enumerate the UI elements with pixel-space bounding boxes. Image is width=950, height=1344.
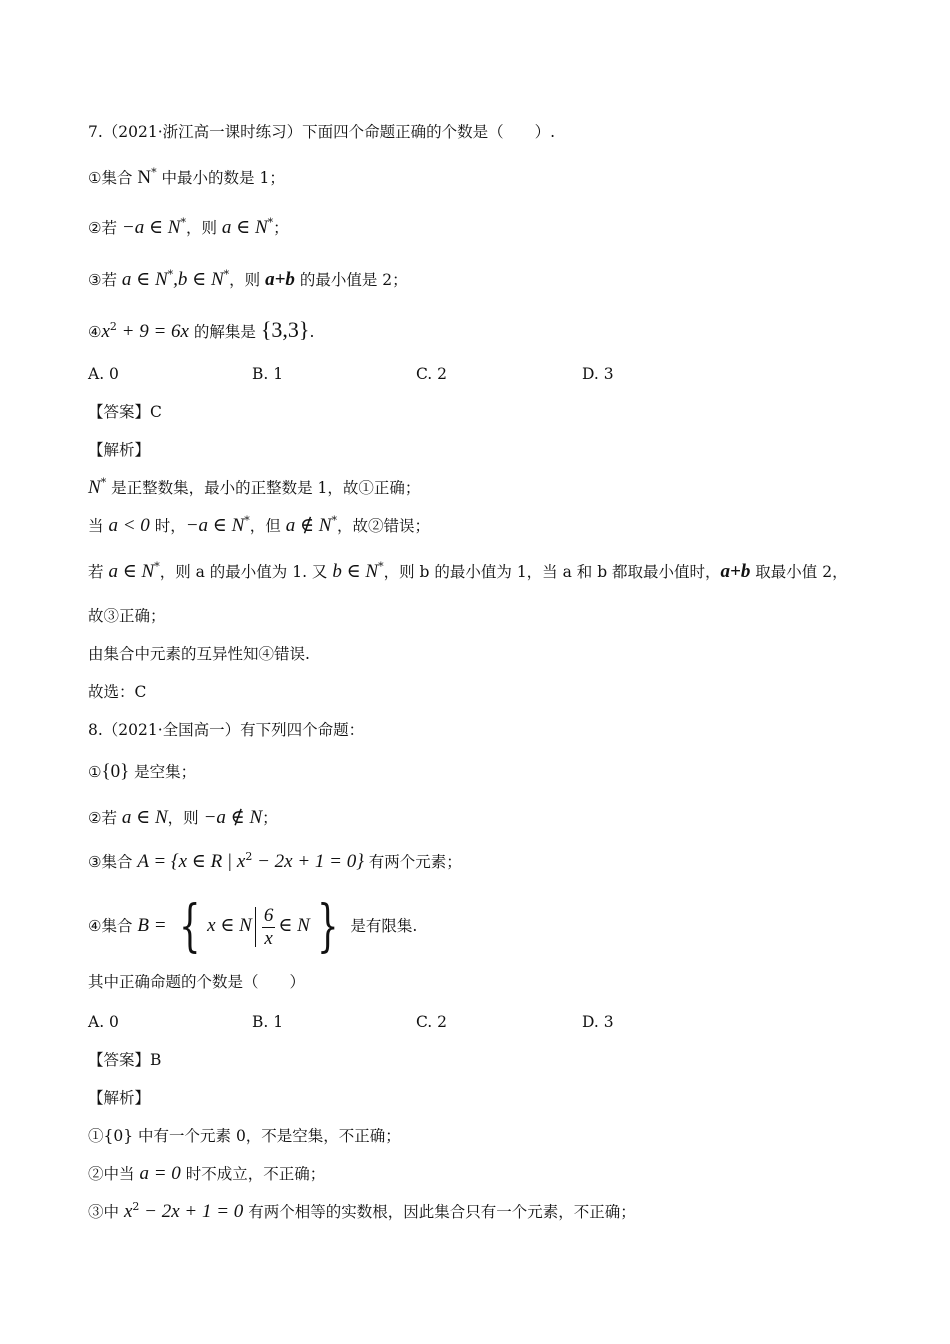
q8-stem: 8.（2021·全国高一）有下列四个命题： — [88, 721, 365, 739]
q7-option-b: B. 1 — [252, 365, 284, 383]
q8-statement-1: ①{0} 是空集； — [88, 761, 197, 782]
q8-analysis-2: ②中当 a = 0 时不成立，不正确； — [88, 1163, 326, 1184]
q8-option-d: D. 3 — [582, 1013, 614, 1031]
q8-statement-2: ②若 a ∈ N，则 −a ∉ N； — [88, 807, 278, 828]
q7-stem: 7.（2021·浙江高一课时练习）下面四个命题正确的个数是（ ）. — [88, 123, 556, 141]
left-brace: { — [178, 894, 201, 959]
q7-option-c: C. 2 — [416, 365, 448, 383]
q8-analysis-3: ③中 $x^2 - 2x + 1 = 0$ 有两个相等的实数根，因此集合只有一个元素，不正确； — [88, 1200, 636, 1222]
q7-analysis-label: 【解析】 — [88, 441, 151, 459]
q7-statement-1: ①集合 N* 中最小的数是 1； — [88, 166, 285, 188]
q8-statement-4: ④集合 B = { x ∈ N $\frac{6}{x}$ ∈ N } 是有限集. — [88, 894, 418, 959]
q8-statement-3: ③集合 A = {x ∈ R | $x^2 - 2x + 1 = 0$} 有两个元素； — [88, 850, 462, 872]
q7-analysis-2: 当 a < 0 时，−a ∈ N*，但 a ∉ N*，故②错误； — [88, 514, 430, 536]
q7-statement-2: ②若 −a ∈ N*，则 a ∈ N*； — [88, 216, 289, 238]
set-builder-bar — [255, 907, 256, 947]
q7-answer: 【答案】C — [88, 403, 162, 421]
q7-option-a: A. 0 — [88, 365, 119, 383]
q7-analysis-3: 若 a ∈ N*，则 a 的最小值为 1. 又 b ∈ N*，则 b 的最小值为 1，当 a 和 b 都取最小值时，a+b 取最小值 2， — [88, 560, 848, 582]
q8-option-a: A. 0 — [88, 1013, 119, 1031]
q7-conclusion: 故选：C — [88, 683, 147, 701]
q7-option-d: D. 3 — [582, 365, 614, 383]
q7-statement-3: ③若 a ∈ N*,b ∈ N*，则 a+b 的最小值是 2； — [88, 268, 408, 290]
q8-question: 其中正确命题的个数是（ ） — [88, 973, 306, 991]
q7-analysis-1: N* 是正整数集，最小的正整数是 1，故①正确； — [88, 476, 421, 498]
fraction: $\frac{6}{x}$ — [263, 904, 274, 949]
q8-analysis-label: 【解析】 — [88, 1089, 151, 1107]
q7-analysis-4: 由集合中元素的互异性知④错误. — [88, 645, 310, 663]
q7-statement-4: $④x^2 + 9 = 6x$ 的解集是 {3,3}. — [88, 317, 315, 342]
q8-option-b: B. 1 — [252, 1013, 284, 1031]
q8-analysis-1: ①{0} 中有一个元素 0，不是空集，不正确； — [88, 1127, 401, 1145]
right-brace: } — [316, 894, 339, 959]
q8-answer: 【答案】B — [88, 1051, 162, 1069]
q7-analysis-3-cont: 故③正确； — [88, 607, 166, 625]
q8-option-c: C. 2 — [416, 1013, 448, 1031]
